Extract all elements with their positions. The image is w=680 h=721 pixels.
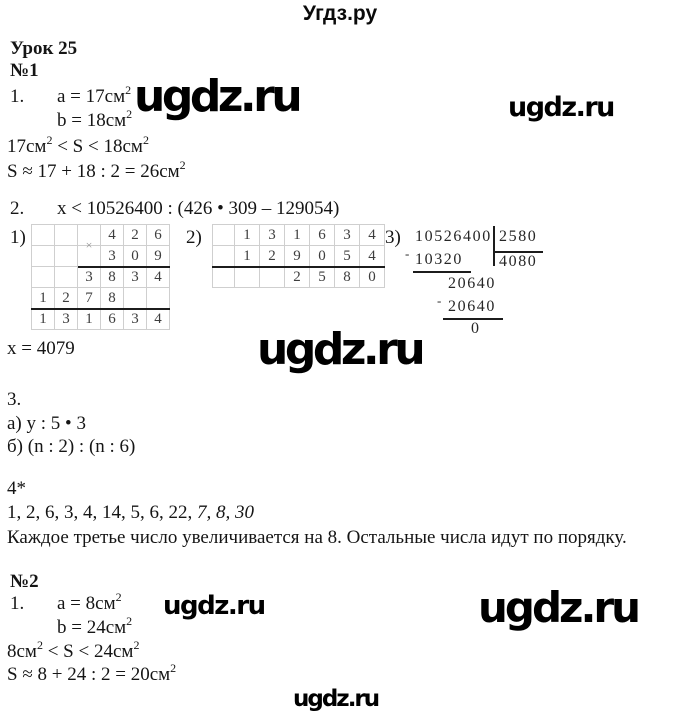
sum-rule	[78, 266, 170, 268]
item2-expression: x < 10526400 : (426 • 309 – 129054)	[57, 198, 340, 219]
sequence-answer: 7, 8, 30	[197, 502, 254, 523]
item3-option-b: б) (n : 2) : (n : 6)	[7, 436, 136, 457]
difference-rule	[212, 266, 385, 268]
answer-x: x = 4079	[7, 338, 75, 359]
grid-cell: 2	[124, 225, 146, 245]
grid-cell	[55, 246, 77, 266]
superscript: 2	[36, 637, 43, 652]
step2-label: 2)	[186, 227, 202, 248]
subtrahend-2: 20640	[448, 298, 496, 315]
divisor: 2580	[499, 228, 538, 245]
superscript: 2	[46, 132, 53, 147]
step1-label: 1)	[10, 227, 26, 248]
grid-cell: 1	[235, 246, 259, 266]
task1-item1-index: 1.	[10, 86, 25, 107]
grid-cell	[124, 288, 146, 308]
grid-cell: 2	[260, 246, 284, 266]
superscript: 2	[126, 613, 133, 628]
grid-cell: 4	[147, 267, 169, 287]
sequence-explanation: Каждое третье число увеличивается на 8. Остальные числа идут по порядку.	[7, 527, 627, 548]
grid-cell: 4	[101, 225, 123, 245]
grid-cell: 4	[147, 309, 169, 329]
task2-number: №2	[10, 571, 39, 592]
quotient: 4080	[499, 253, 538, 270]
grid-cell	[213, 246, 234, 266]
text-segment: S ≈ 17 + 18 : 2 = 26см	[7, 161, 180, 182]
grid-cell	[32, 246, 54, 266]
superscript: 2	[142, 132, 149, 147]
task2-estimate-calculation	[7, 660, 177, 686]
sum-rule	[31, 308, 170, 310]
grid-cell: 3	[260, 225, 284, 245]
grid-cell: 1	[285, 225, 309, 245]
grid-cell: 8	[101, 288, 123, 308]
item3-option-a: а) y : 5 • 3	[7, 413, 86, 434]
grid-cell	[213, 225, 234, 245]
task2-estimate-inequality	[7, 637, 140, 663]
text-segment: S ≈ 8 + 24 : 2 = 20см	[7, 664, 171, 685]
dividend: 10526400	[415, 228, 492, 245]
grid-cell: 1	[235, 225, 259, 245]
watermark: ugdz.ru	[163, 591, 265, 621]
grid-cell: 3	[101, 246, 123, 266]
text-segment: < S < 18см	[52, 136, 143, 157]
grid-cell: 6	[101, 309, 123, 329]
task1-item3-index: 3.	[7, 389, 22, 410]
grid-cell: 0	[360, 267, 384, 287]
grid-cell	[55, 267, 77, 287]
text-segment: 17см	[7, 136, 47, 157]
grid-cell: 4	[360, 246, 384, 266]
task2-item1-index: 1.	[10, 593, 25, 614]
superscript: 2	[125, 82, 132, 97]
grid-cell: 3	[78, 267, 100, 287]
grid-cell: 4	[360, 225, 384, 245]
superscript: 2	[126, 106, 133, 121]
side-a-line	[57, 82, 132, 108]
grid-cell: 0	[310, 246, 334, 266]
grid-cell: 8	[335, 267, 359, 287]
text-segment: 8см	[7, 641, 37, 662]
grid-cell: 3	[124, 309, 146, 329]
task2-side-a-line	[57, 589, 122, 615]
grid-cell: 5	[335, 246, 359, 266]
grid-cell: 0	[124, 246, 146, 266]
grid-cell: 1	[78, 309, 100, 329]
division-bar	[493, 226, 495, 266]
remainder: 0	[471, 320, 481, 337]
long-division-work	[403, 226, 553, 338]
step-rule	[413, 271, 471, 273]
watermark: ugdz.ru	[134, 71, 300, 122]
grid-cell	[32, 225, 54, 245]
task1-number: №1	[10, 60, 39, 81]
superscript: 2	[133, 637, 140, 652]
watermark: ugdz.ru	[508, 92, 614, 123]
task1-item2-index: 2.	[10, 198, 25, 219]
site-header: Угдз.ру	[302, 2, 378, 25]
grid-cell	[55, 225, 77, 245]
grid-cell	[147, 288, 169, 308]
side-a-text: a = 17см	[57, 86, 126, 107]
grid-cell: 3	[55, 309, 77, 329]
grid-cell: 1	[32, 288, 54, 308]
step3-label: 3)	[385, 227, 401, 248]
subtrahend-1: 10320	[415, 251, 463, 268]
grid-cell: 2	[285, 267, 309, 287]
grid-cell: 7	[78, 288, 100, 308]
subtraction-grid	[212, 224, 385, 288]
side-b-line	[57, 106, 133, 132]
grid-cell: 5	[310, 267, 334, 287]
grid-cell: 6	[147, 225, 169, 245]
grid-cell: 3	[335, 225, 359, 245]
watermark: ugdz.ru	[293, 686, 379, 712]
grid-cell: 6	[310, 225, 334, 245]
sequence-given: 1, 2, 6, 3, 4, 14, 5, 6, 22,	[7, 502, 197, 523]
watermark: ugdz.ru	[478, 583, 639, 632]
grid-cell	[260, 267, 284, 287]
estimate-inequality	[7, 132, 149, 158]
lesson-title: Урок 25	[10, 38, 78, 59]
superscript: 2	[115, 589, 122, 604]
superscript: 2	[179, 157, 186, 172]
minus-sign: -	[405, 246, 410, 261]
text-segment: < S < 24см	[42, 641, 134, 662]
grid-cell: 8	[101, 267, 123, 287]
superscript: 2	[170, 660, 177, 675]
estimate-calculation	[7, 157, 186, 183]
grid-cell: 9	[285, 246, 309, 266]
side-b-text: b = 24см	[57, 617, 127, 638]
grid-cell	[32, 267, 54, 287]
side-b-text: b = 18см	[57, 110, 127, 131]
grid-cell: 9	[147, 246, 169, 266]
grid-cell: 1	[32, 309, 54, 329]
grid-cell: 2	[55, 288, 77, 308]
partial-dividend: 20640	[448, 275, 496, 292]
side-a-text: a = 8см	[57, 593, 116, 614]
watermark: ugdz.ru	[257, 324, 423, 375]
grid-cell	[235, 267, 259, 287]
sequence-line	[7, 501, 254, 524]
grid-cell: ×	[78, 225, 100, 245]
minus-sign: -	[437, 293, 442, 308]
task1-item4-index: 4*	[7, 478, 26, 499]
multiplication-grid	[31, 224, 170, 330]
task2-side-b-line	[57, 613, 133, 639]
grid-cell: 3	[124, 267, 146, 287]
